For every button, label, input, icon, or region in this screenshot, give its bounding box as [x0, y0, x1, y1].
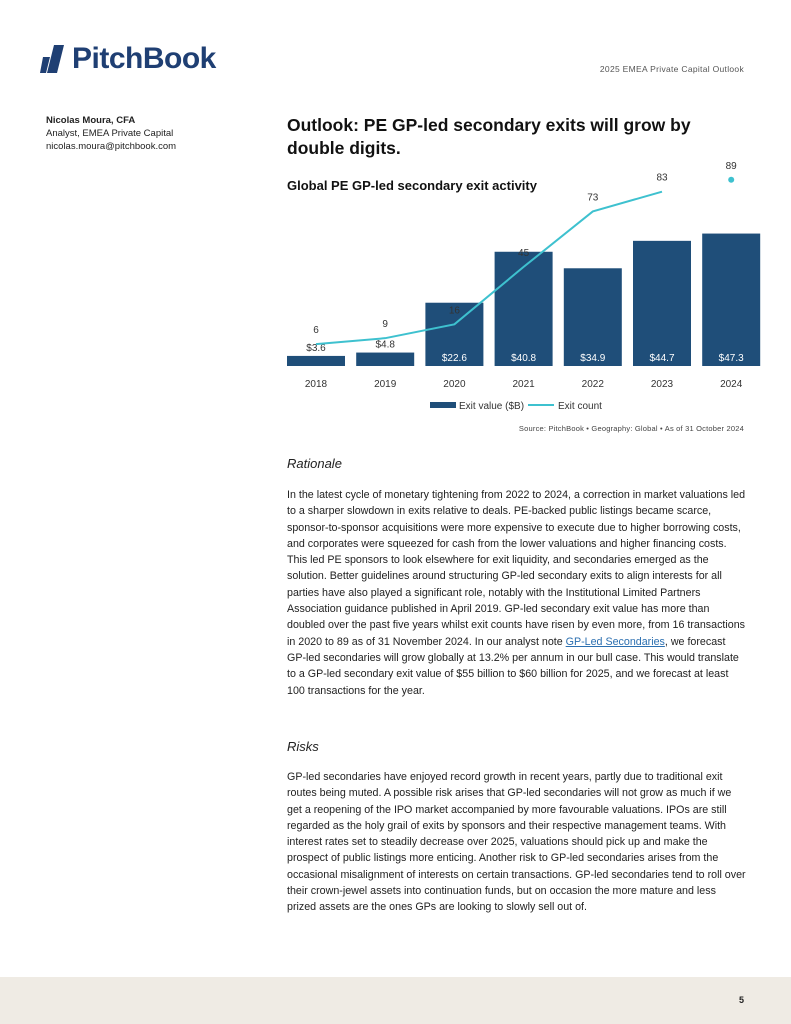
page-headline: Outlook: PE GP-led secondary exits will grow by double digits.	[287, 115, 691, 158]
line-value-label: 6	[313, 325, 319, 337]
x-tick-label: 2023	[650, 379, 674, 390]
chart-title: Global PE GP-led secondary exit activity	[287, 178, 537, 193]
bar-value-label: $47.3	[718, 353, 744, 364]
bar-value-label: $3.6	[306, 342, 326, 354]
bar-2023	[633, 241, 691, 366]
chart-source: Source: PitchBook • Geography: Global • As of 31 October 2024	[518, 424, 744, 433]
risks-heading: Risks	[287, 739, 319, 754]
pitchbook-logo	[40, 42, 216, 76]
bar-2021	[495, 252, 553, 366]
rationale-text-1: In the latest cycle of monetary tightening from 2022 to 2024, a correction in market valuations led to a sharper slowdown in exits relative to deals. PE-backed public listings became scarce, sponsor-to-sponsor acquisitions were more expensive to execute due to higher borrowing costs, and corporates were squeezed for cash from the lower valuations and higher financing costs. This led PE sponsors to look elsewhere for exit liquidity, and secondaries emerged as the solution. Better guidelines around structuring GP-led secondary exits to align interests for all parties have also played a significant role, notably with the Institutional Limited Partners Association guidance published in April 2019. GP-led secondary exit value has more than doubled over the past five years whilst exit counts have risen by even more, from 16 transactions in 2020 to 89 as of 31 November 2024. In our analyst note	[287, 489, 746, 648]
x-tick-label: 2019	[374, 379, 397, 390]
bar-2018	[287, 356, 345, 366]
bar-2022	[564, 268, 622, 366]
line-value-label: 9	[382, 319, 388, 331]
author-role: Analyst, EMEA Private Capital	[46, 128, 174, 139]
x-tick-label: 2021	[512, 379, 535, 390]
rationale-text-2: , we forecast GP-led secondaries will grow globally at 13.2% per annum in our bull case. This would translate to a GP-led secondary exit value of $55 billion to $60 billion for 2025, and we forecast at least 100 transactions for the year.	[287, 635, 739, 697]
gp-led-secondaries-link[interactable]: GP-Led Secondaries	[565, 635, 665, 648]
rationale-heading: Rationale	[287, 456, 342, 471]
author-name: Nicolas Moura, CFA	[46, 115, 136, 126]
bar-value-label: $34.9	[580, 353, 606, 364]
bar-value-label: $40.8	[511, 353, 537, 364]
bar-2019	[356, 353, 414, 366]
line-value-label: 45	[518, 247, 530, 259]
x-tick-label: 2024	[720, 379, 743, 390]
bar-value-label: $44.7	[649, 353, 675, 364]
line-value-label: 83	[656, 172, 668, 184]
x-tick-label: 2020	[443, 379, 466, 390]
line-value-label: 73	[587, 192, 599, 204]
risks-paragraph: GP-led secondaries have enjoyed record growth in recent years, partly due to traditional exit routes being muted. A possible risk arises that GP-led secondaries will not grow as much if we get a reopening of the IPO market accompanied by more favourable valuations. IPOs are still regarded as the holy grail of exits by sponsors and their respective management teams. With interest rates set to steadily decrease over 2025, valuations should pick up and make the prospect of public listings more enticing. Another risk to GP-led secondaries arises from the occasional misalignment of interests on certain transactions. GP-led secondaries tend to roll over their crown-jewel assets into continuation funds, but on occasion the more mature and less prized assets are the ones GPs are looking to slowly sell out of.	[287, 771, 746, 914]
bar-value-label: $4.8	[375, 339, 395, 351]
x-tick-label: 2018	[304, 379, 328, 390]
bar-2024	[702, 234, 760, 366]
x-tick-label: 2022	[581, 379, 604, 390]
exit-count-marker-2024	[728, 177, 734, 183]
line-value-label: 16	[448, 305, 460, 317]
rationale-paragraph	[287, 487, 747, 699]
page-footer	[0, 977, 791, 1024]
report-title: 2025 EMEA Private Capital Outlook	[599, 64, 744, 74]
author-block	[46, 114, 176, 153]
logo-text: PitchBook	[72, 42, 216, 75]
pitchbook-logo-icon	[40, 43, 70, 75]
legend-label-exit-count: Exit count	[558, 401, 602, 412]
bar-value-label: $22.6	[441, 353, 467, 364]
line-value-label: 89	[725, 160, 737, 172]
author-email[interactable]: nicolas.moura@pitchbook.com	[46, 141, 177, 152]
page-number: 5	[738, 995, 744, 1005]
legend-swatch-exit-value	[430, 402, 456, 408]
legend-label-exit-value: Exit value ($B)	[459, 401, 525, 412]
